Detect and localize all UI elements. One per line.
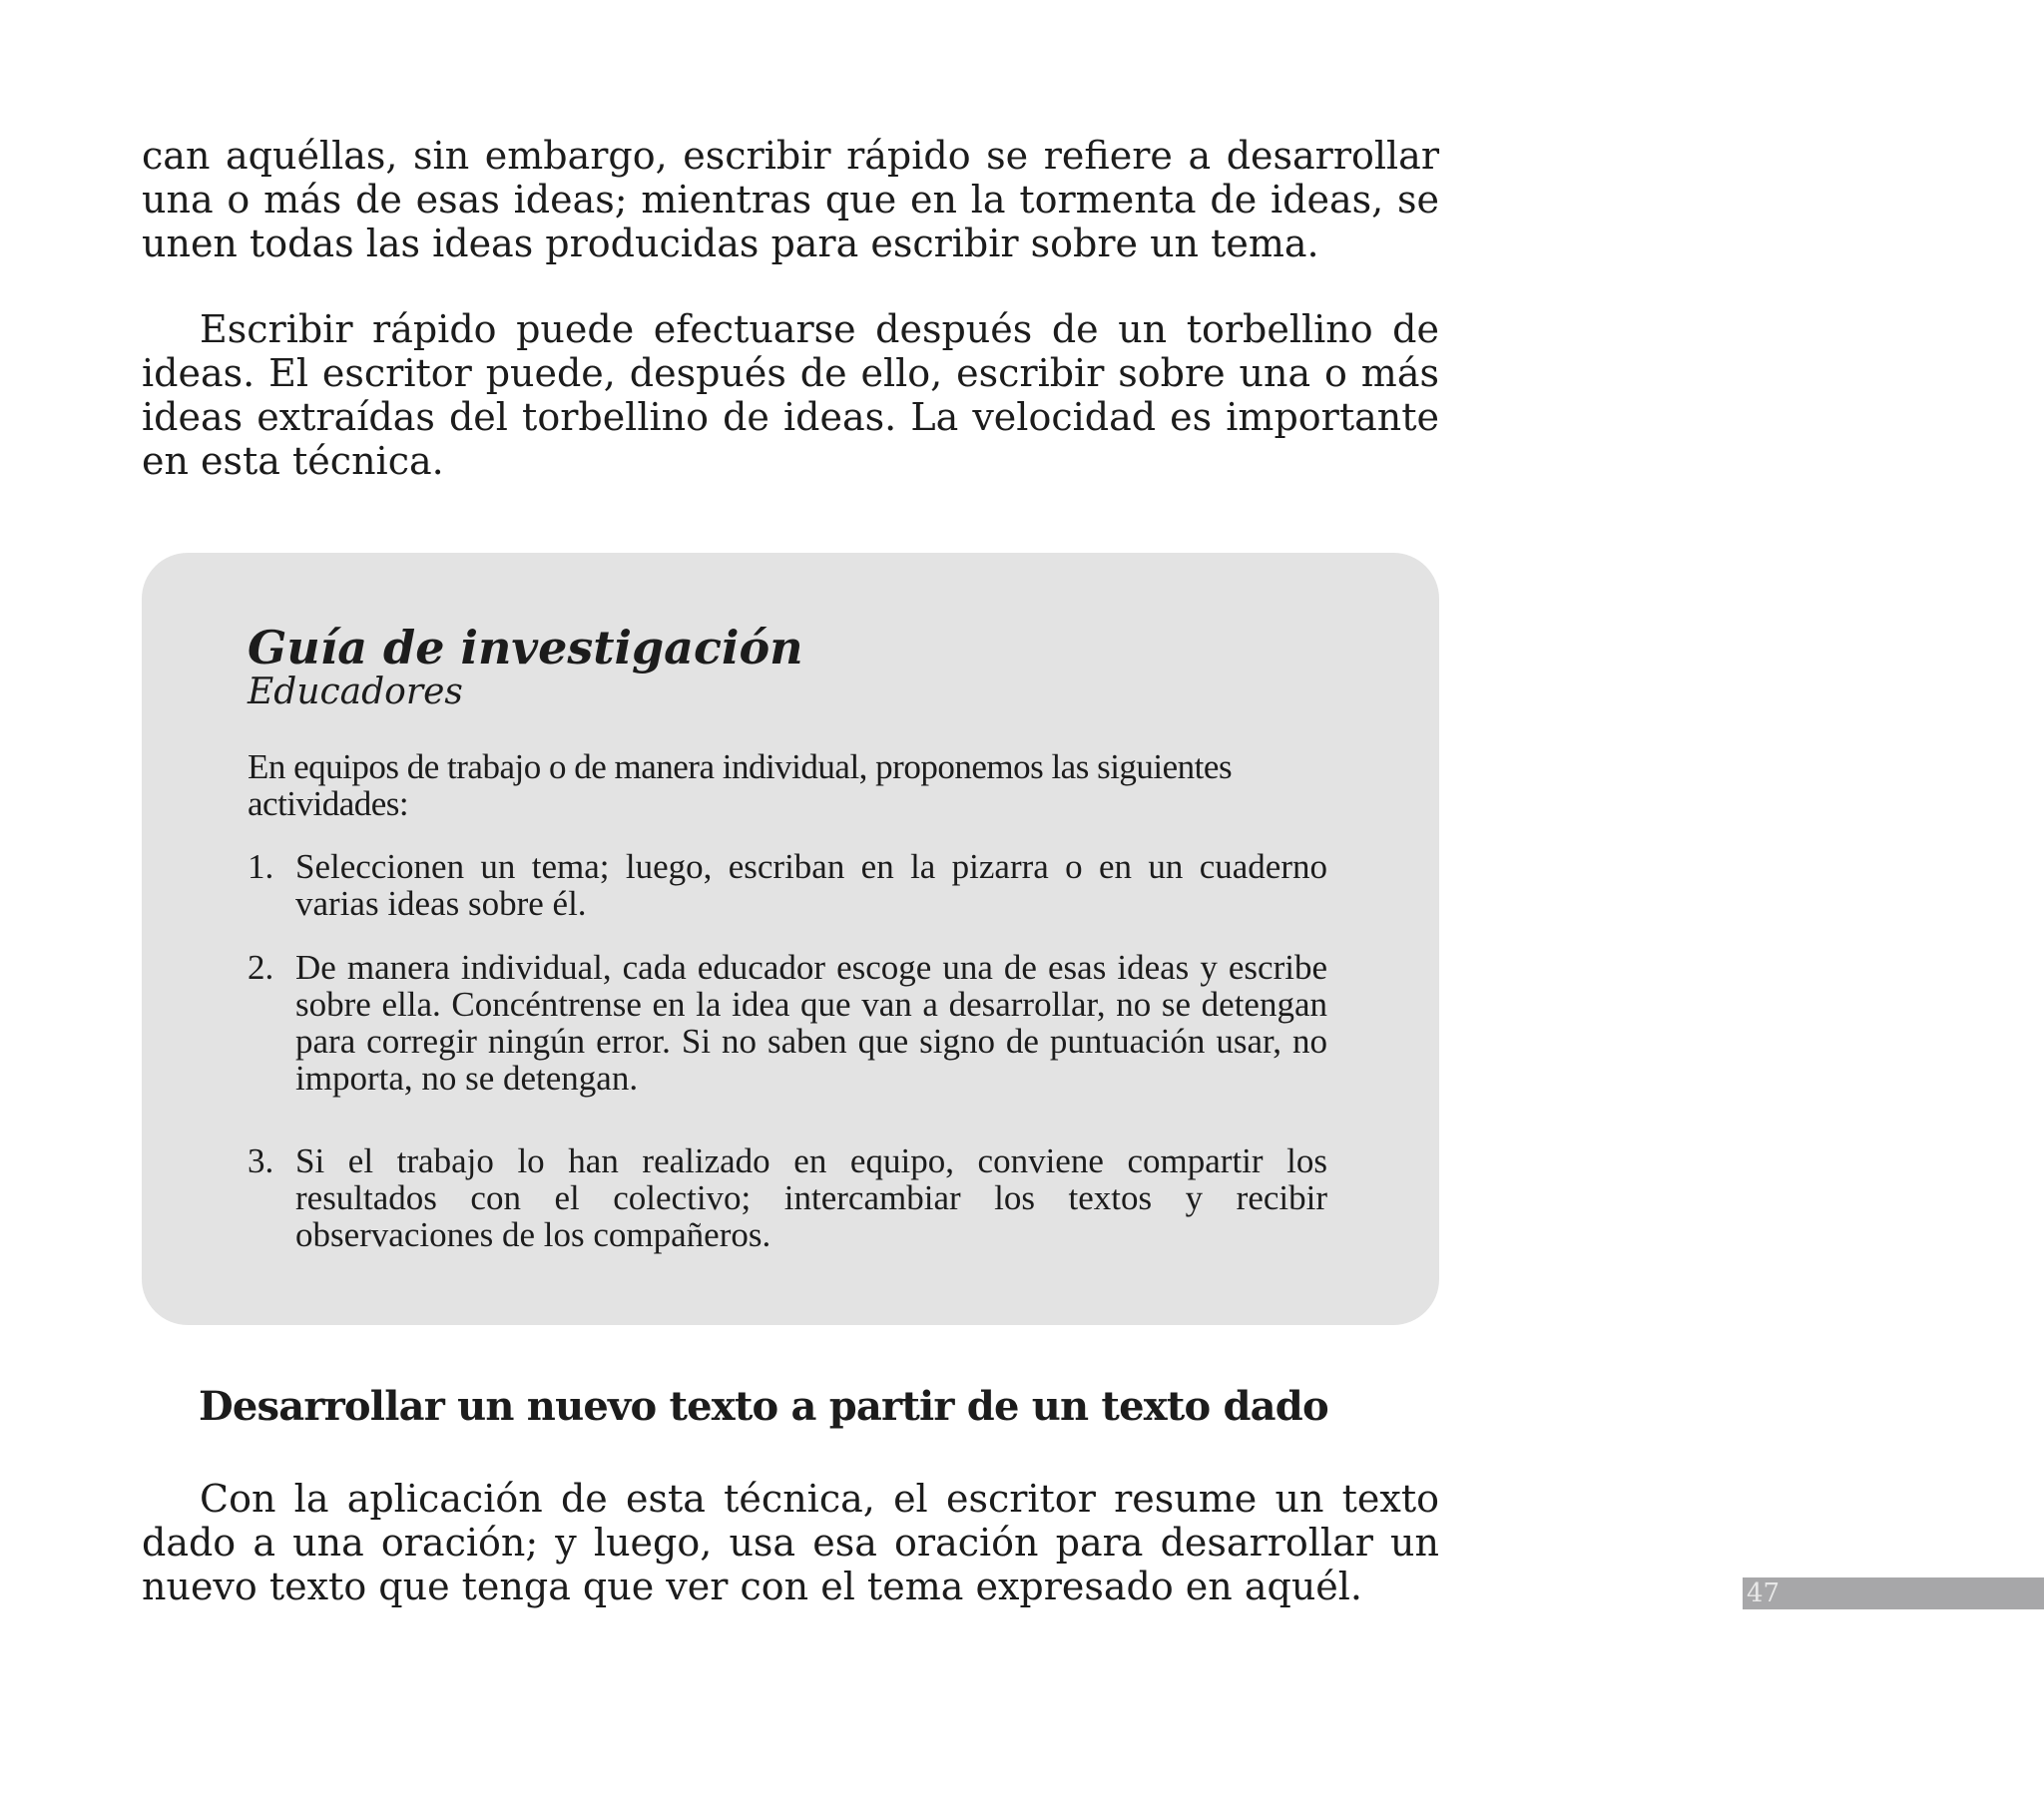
activity-item [248, 848, 1327, 922]
body-paragraph: Escribir rápido puede efectuarse después de un torbellino de ideas. El escritor puede, después de ello, escribir sobre una o más ideas extraídas del torbellino de ideas. La velocidad es importante en esta técnica. [142, 307, 1439, 483]
body-paragraph: Con la aplicación de esta técnica, el escritor resume un texto dado a una oración; y luego, usa esa oración para desarrollar un nuevo texto que tenga que ver con el tema expresado en aquél. [142, 1477, 1439, 1608]
paragraph-nuevo-texto [142, 1477, 1439, 1608]
body-paragraph: can aquéllas, sin embargo, escribir rápido se refiere a desarrollar una o más de esas ideas; mientras que en la tormenta de ideas, se unen todas las ideas producidas para escribir sobre un tema. [142, 134, 1439, 265]
activity-text: De manera individual, cada educador escoge una de esas ideas y escribe sobre ella. Concéntrense en la idea que van a desarrollar, no se detengan para corregir ningún error. Si no saben que signo de puntuación usar, no importa, no se detengan. [295, 948, 1327, 1098]
activity-item [248, 1142, 1327, 1253]
paragraph-escribir-rapido [142, 307, 1439, 483]
guide-subtitle: Educadores [248, 672, 463, 712]
activity-text: Si el trabajo lo han realizado en equipo, conviene compartir los resultados con el colectivo; intercambiar los textos y recibir observaciones de los compañeros. [295, 1141, 1327, 1254]
guide-intro: En equipos de trabajo o de manera individual, proponemos las siguientes actividades: [248, 747, 1233, 823]
activity-list [248, 848, 1327, 1253]
activity-number: 2. [248, 948, 274, 987]
page-number-tab [1743, 1577, 2044, 1609]
activity-text: Seleccionen un tema; luego, escriban en la pizarra o en un cuaderno varias ideas sobre él. [295, 847, 1327, 923]
research-guide-box [142, 553, 1439, 1325]
paragraph-continuation [142, 134, 1439, 265]
guide-title: Guía de investigación [248, 621, 803, 675]
section-heading: Desarrollar un nuevo texto a partir de un texto dado [199, 1383, 1328, 1430]
activity-number: 3. [248, 1141, 274, 1180]
page-number: 47 [1747, 1578, 1781, 1608]
activity-number: 1. [248, 847, 274, 886]
activity-item [248, 949, 1327, 1097]
